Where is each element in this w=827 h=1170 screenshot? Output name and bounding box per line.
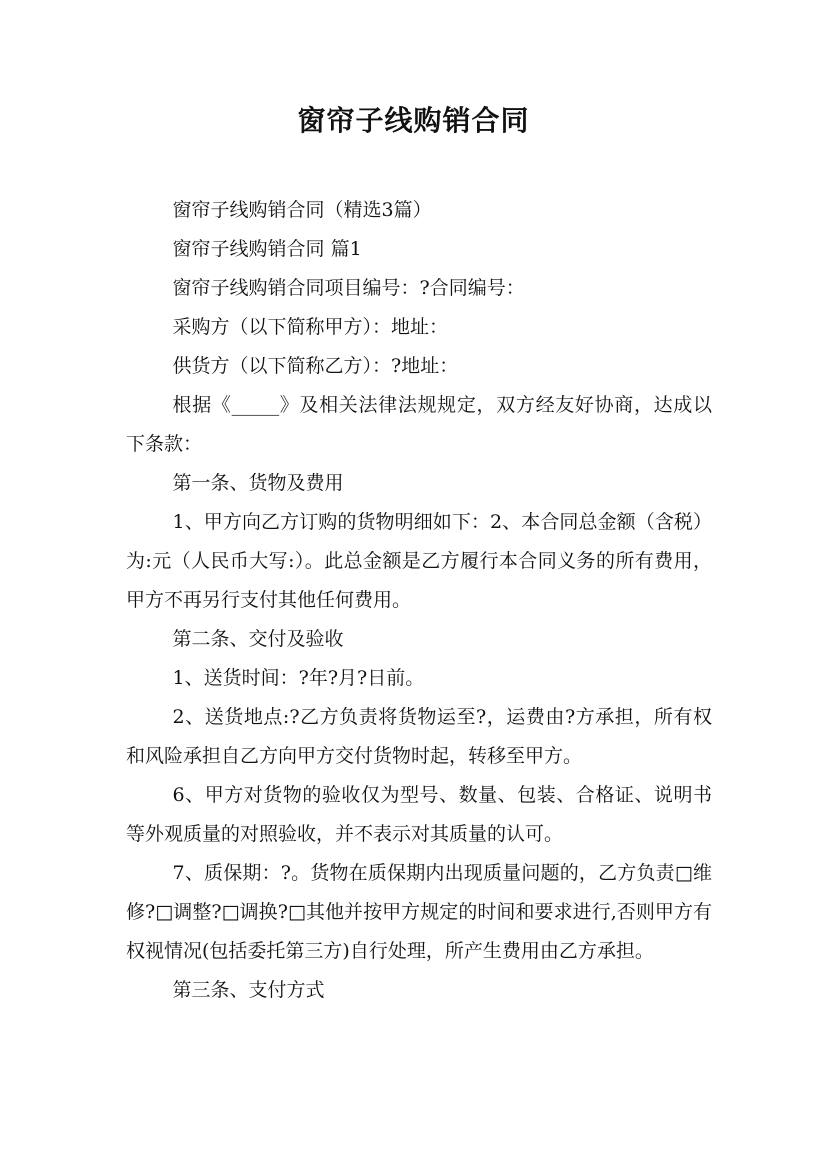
section-heading-delivery: 第二条、交付及验收	[172, 628, 344, 650]
paragraph-delivery-place: 2、送货地点:?乙方负责将货物运至?，运费由?方承担，所有权和风险承担自乙方向甲方交付货物时起，转移至甲方。	[126, 706, 712, 767]
paragraph-inspection: 6、甲方对货物的验收仅为型号、数量、包装、合格证、说明书等外观质量的对照验收，并不表示对其质量的认可。	[126, 784, 712, 845]
paragraph-supplier: 供货方（以下简称乙方）：?地址：	[172, 355, 459, 377]
paragraph-goods-detail: 1、甲方向乙方订购的货物明细如下：2、本合同总金额（含税）为:元（人民币大写:）。此总金额是乙方履行本合同义务的所有费用，甲方不再另行支付其他任何费用。	[126, 511, 712, 611]
paragraph-delivery-time: 1、送货时间：?年?月?日前。	[172, 667, 425, 689]
paragraph-project-number: 窗帘子线购销合同项目编号：?合同编号：	[172, 277, 525, 299]
paragraph-buyer: 采购方（以下简称甲方）：地址：	[172, 316, 449, 338]
document-body	[126, 191, 712, 1010]
section-heading-payment: 第三条、支付方式	[172, 979, 325, 1001]
paragraph-intro: 窗帘子线购销合同（精选3篇）	[172, 199, 432, 221]
paragraph-article-heading: 窗帘子线购销合同 篇1	[172, 238, 362, 260]
section-heading-goods: 第一条、货物及费用	[172, 472, 344, 494]
document-title: 窗帘子线购销合同	[297, 104, 530, 137]
paragraph-warranty: 7、质保期：?。货物在质保期内出现质量问题的，乙方负责□维修?□调整?□调换?□其他并按甲方规定的时间和要求进行,否则甲方有权视情况(包括委托第三方)自行处理，所产生费用由乙方承担。	[126, 862, 712, 962]
paragraph-basis: 根据《_____》及相关法律法规规定，双方经友好协商，达成以下条款：	[126, 394, 712, 455]
